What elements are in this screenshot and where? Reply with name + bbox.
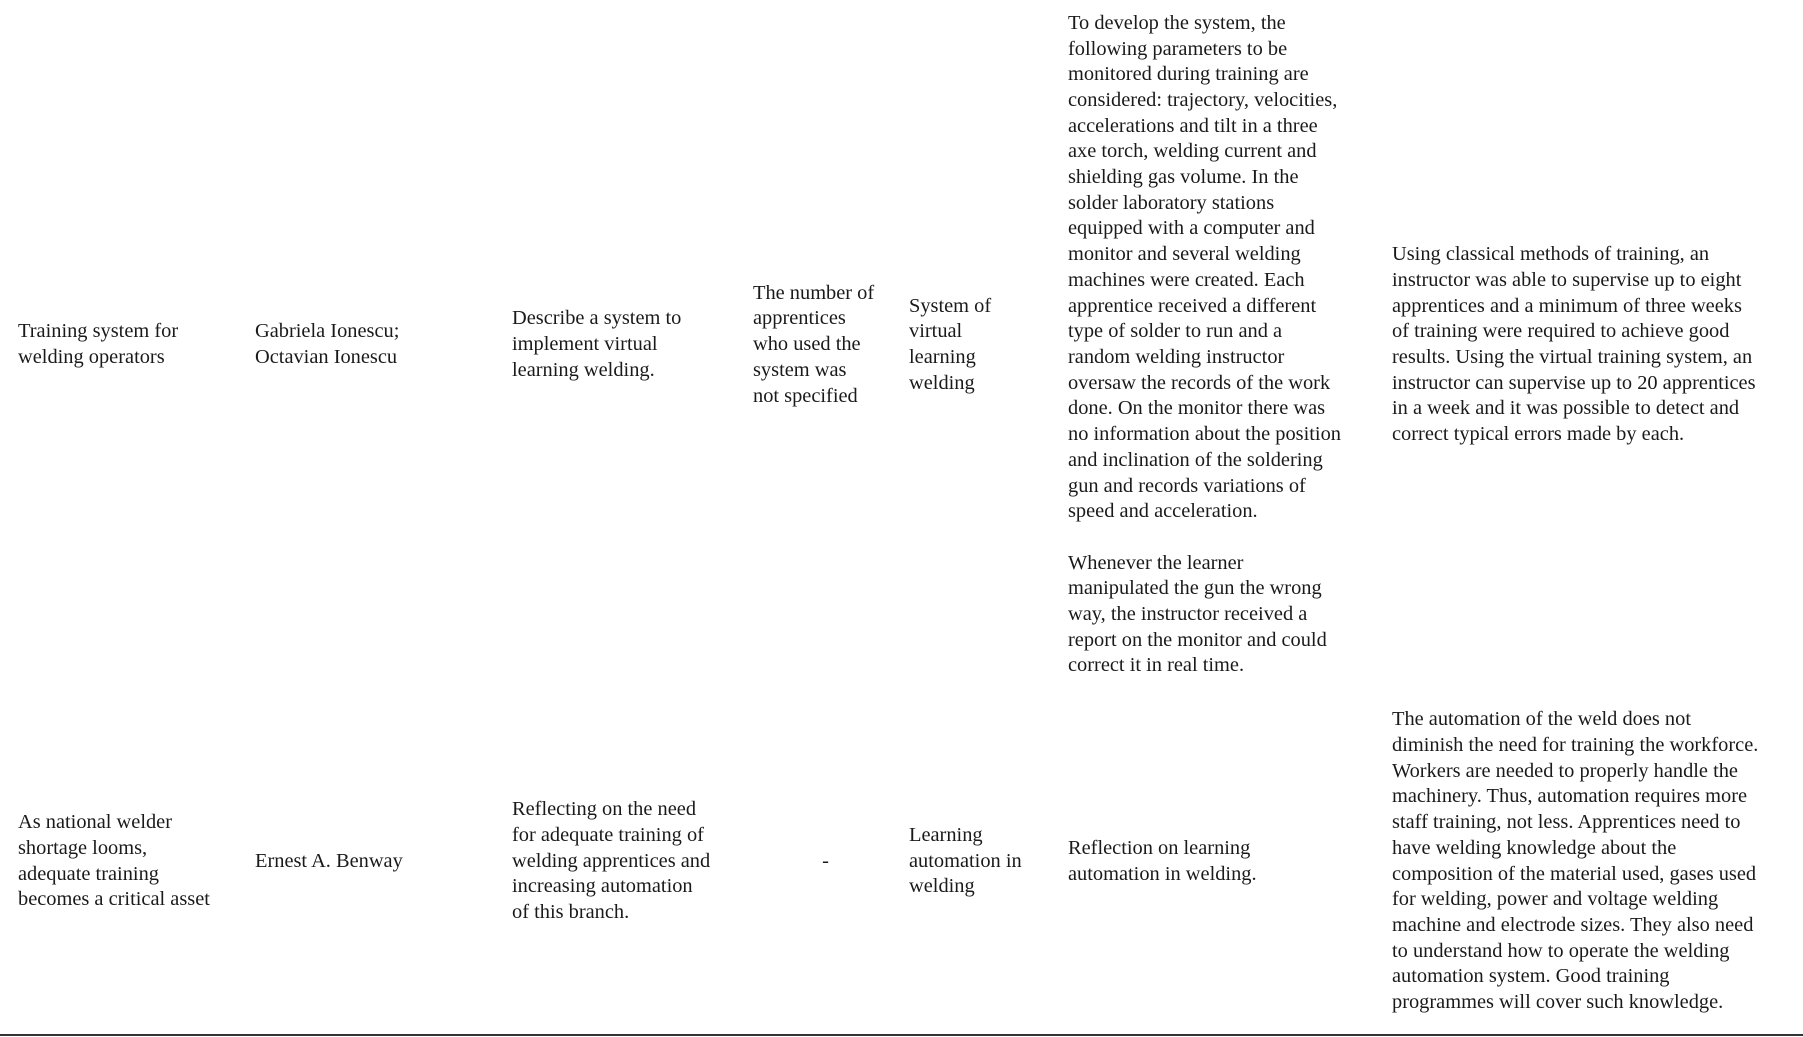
- sample-cell: [753, 0, 898, 690]
- authors-text: Ernest A. Benway: [255, 849, 403, 872]
- technology-cell: [909, 690, 1057, 1033]
- study-title-cell: [18, 690, 238, 1033]
- methodology-paragraph: Whenever the learner manipulated the gun the wrong way, the instructor received a report on the monitor and could correct it in real time.: [1068, 551, 1327, 677]
- objective-text: Reflecting on the need for adequate training of welding apprentices and increasing automation of this branch.: [512, 798, 711, 924]
- authors-cell: [255, 690, 495, 1033]
- objective-cell: [512, 690, 740, 1033]
- results-cell: [1392, 690, 1802, 1033]
- sample-text: -: [822, 849, 829, 872]
- methodology-cell: [1068, 690, 1388, 1033]
- authors-cell: [255, 0, 495, 690]
- study-title-text: As national welder shortage looms, adequate training becomes a critical asset: [18, 811, 210, 911]
- methodology-paragraph: Reflection on learning automation in welding.: [1068, 836, 1257, 885]
- table-bottom-rule: [0, 1034, 1803, 1036]
- sample-cell: [753, 690, 898, 1033]
- methodology-cell: [1068, 0, 1388, 690]
- study-title-text: Training system for welding operators: [18, 320, 179, 368]
- results-text: Using classical methods of training, an instructor was able to supervise up to eight apprentices and a minimum of three weeks of training were required to achieve good results. Using the virtual training system, an instructor can supervise up to 20 apprentices in a week and it was possible to detect and correct typical errors made by each.: [1392, 243, 1756, 446]
- methodology-paragraph: To develop the system, the following parameters to be monitored during training are considered: trajectory, velocities, accelerations and tilt in a three axe torch, welding current and shielding gas volume. In the solder laboratory stations equipped with a computer and monitor and several welding machines were created. Each apprentice received a different type of solder to run and a random welding instructor oversaw the records of the work done. On the monitor there was no information about the position and inclination of the soldering gun and records variations of speed and acceleration.: [1068, 11, 1341, 523]
- sample-text: The number of apprentices who used the system was not specified: [753, 281, 875, 407]
- technology-text: System of virtual learning welding: [909, 294, 992, 394]
- objective-text: Describe a system to implement virtual learning welding.: [512, 307, 682, 381]
- technology-cell: [909, 0, 1057, 690]
- results-cell: [1392, 0, 1802, 690]
- technology-text: Learning automation in welding: [909, 823, 1022, 898]
- table-row: [0, 690, 1803, 1033]
- study-title-cell: [18, 0, 238, 690]
- objective-cell: [512, 0, 740, 690]
- results-text: The automation of the weld does not diminish the need for training the workforce. Workers are needed to properly handle the machinery. Thus, automation requires more staff training, not less. Apprentices need to have welding knowledge about the composition of the material used, gases used for welding, power and voltage welding machine and electrode sizes. They also need to understand how to operate the welding automation system. Good training programmes will cover such knowledge.: [1392, 708, 1759, 1014]
- authors-text: Gabriela Ionescu; Octavian Ionescu: [255, 320, 400, 368]
